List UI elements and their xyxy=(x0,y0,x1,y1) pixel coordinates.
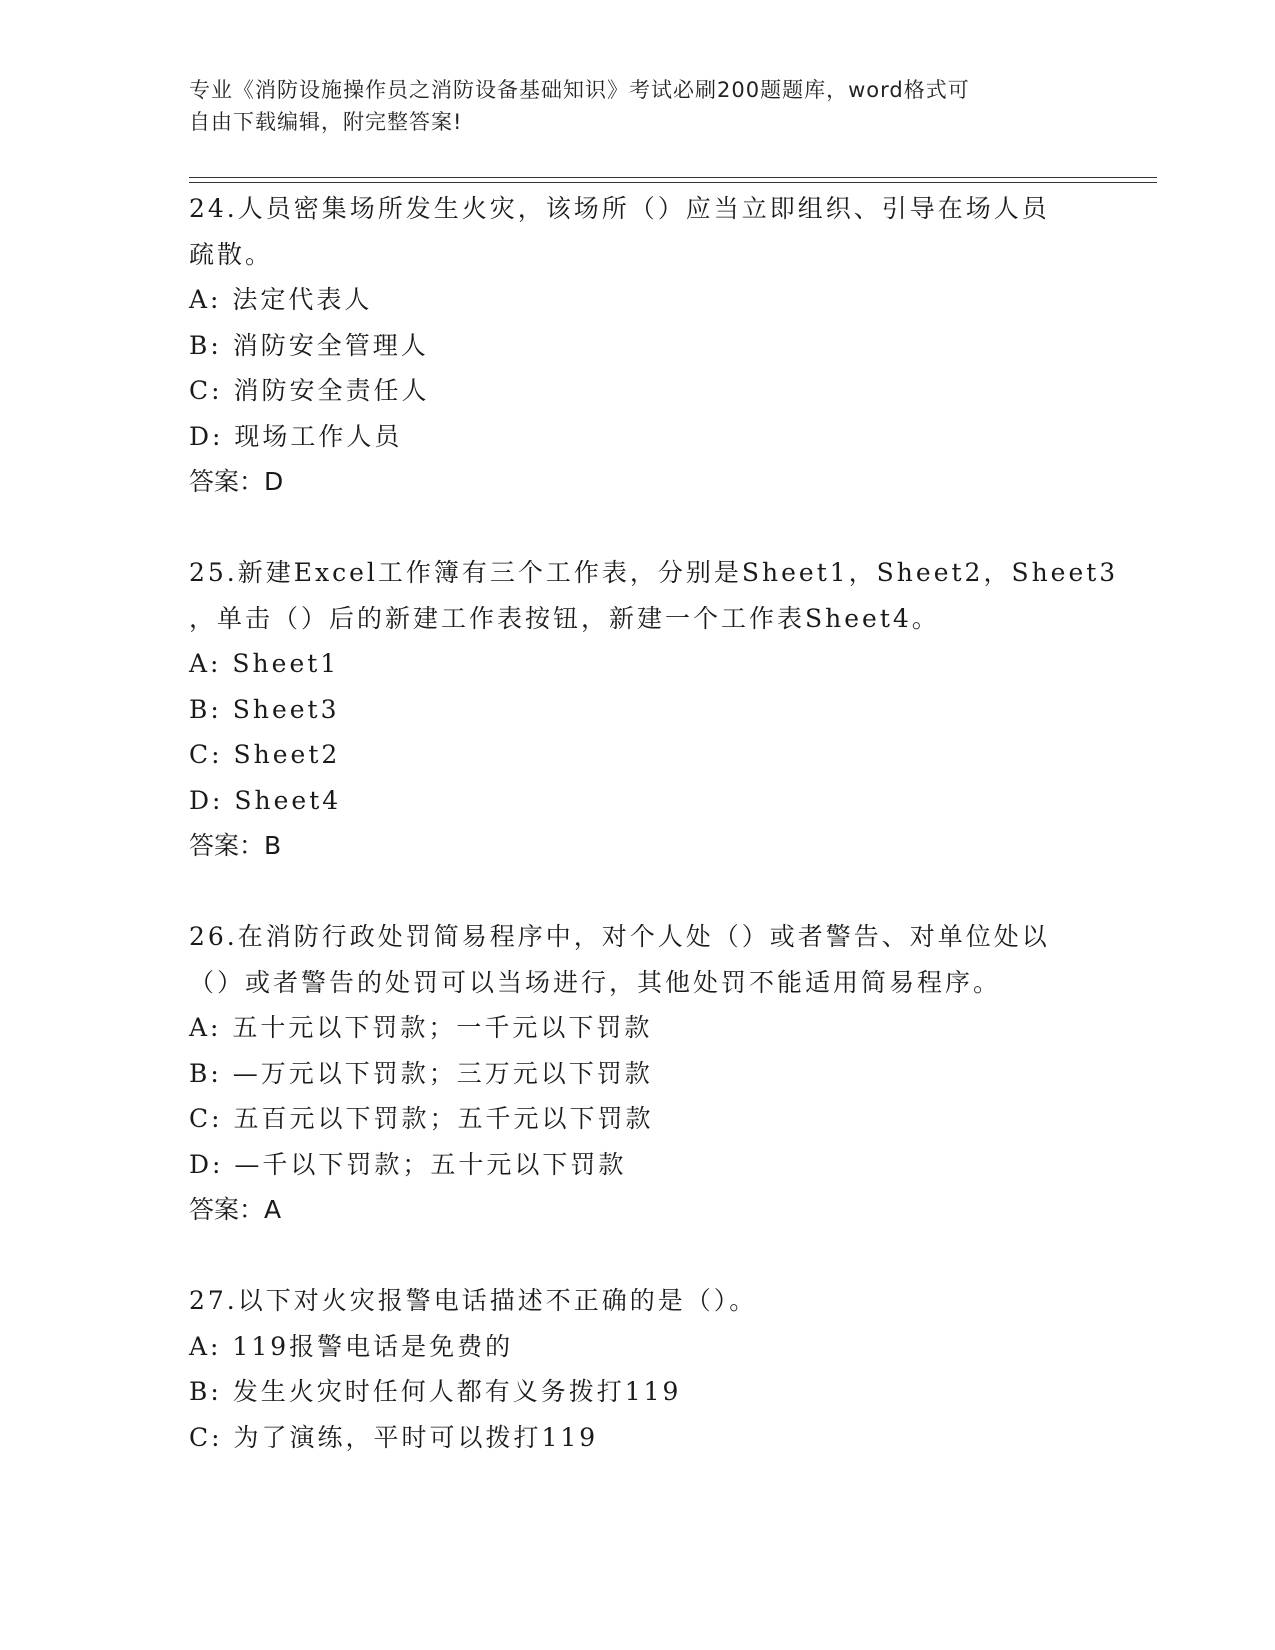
answer-line: 答案：B xyxy=(189,831,282,860)
header-line-1: 专业《消防设施操作员之消防设备基础知识》考试必刷200题题库，word格式可 xyxy=(189,78,970,102)
document-header xyxy=(189,74,1089,138)
header-line-2: 自由下载编辑，附完整答案! xyxy=(189,110,463,134)
question-text-line: 疏散。 xyxy=(189,239,274,269)
question-text-line: 24.人员密集场所发生火灾，该场所（）应当立即组织、引导在场人员 xyxy=(189,194,1050,223)
option-b: B: —万元以下罚款；三万元以下罚款 xyxy=(189,1058,653,1088)
question-text-line: ，单击（）后的新建工作表按钮，新建一个工作表Sheet4。 xyxy=(189,603,940,633)
option-b: B: 消防安全管理人 xyxy=(189,330,429,360)
option-a: A: 119报警电话是免费的 xyxy=(189,1331,514,1361)
option-a: A: 五十元以下罚款；一千元以下罚款 xyxy=(189,1013,653,1042)
option-a: A: Sheet1 xyxy=(189,649,340,678)
option-c: C: 为了演练，平时可以拨打119 xyxy=(189,1422,599,1452)
option-d: D: 现场工作人员 xyxy=(189,421,403,451)
question-text-line: 26.在消防行政处罚简易程序中，对个人处（）或者警告、对单位处以 xyxy=(189,922,1050,951)
question-27 xyxy=(189,1278,1109,1460)
option-c: C: 五百元以下罚款；五千元以下罚款 xyxy=(189,1104,654,1133)
question-25 xyxy=(189,550,1119,869)
option-a: A: 法定代表人 xyxy=(189,285,373,314)
option-c: C: Sheet2 xyxy=(189,740,341,769)
header-rule-top xyxy=(189,177,1157,178)
option-c: C: 消防安全责任人 xyxy=(189,376,430,405)
answer-line: 答案：A xyxy=(189,1195,282,1224)
option-b: B: 发生火灾时任何人都有义务拨打119 xyxy=(189,1377,682,1406)
option-d: D: Sheet4 xyxy=(189,785,342,815)
question-text-line: （）或者警告的处罚可以当场进行，其他处罚不能适用简易程序。 xyxy=(189,967,1002,997)
question-text-line: 25.新建Excel工作簿有三个工作表，分别是Sheet1，Sheet2，Sheet3 xyxy=(189,558,1119,587)
question-24 xyxy=(189,186,1109,505)
header-rule-bottom xyxy=(189,182,1157,183)
answer-line: 答案：D xyxy=(189,467,284,496)
option-b: B: Sheet3 xyxy=(189,694,340,724)
option-d: D: —千以下罚款；五十元以下罚款 xyxy=(189,1149,627,1179)
question-26 xyxy=(189,914,1109,1233)
question-text-line: 27.以下对火灾报警电话描述不正确的是（）。 xyxy=(189,1286,758,1315)
